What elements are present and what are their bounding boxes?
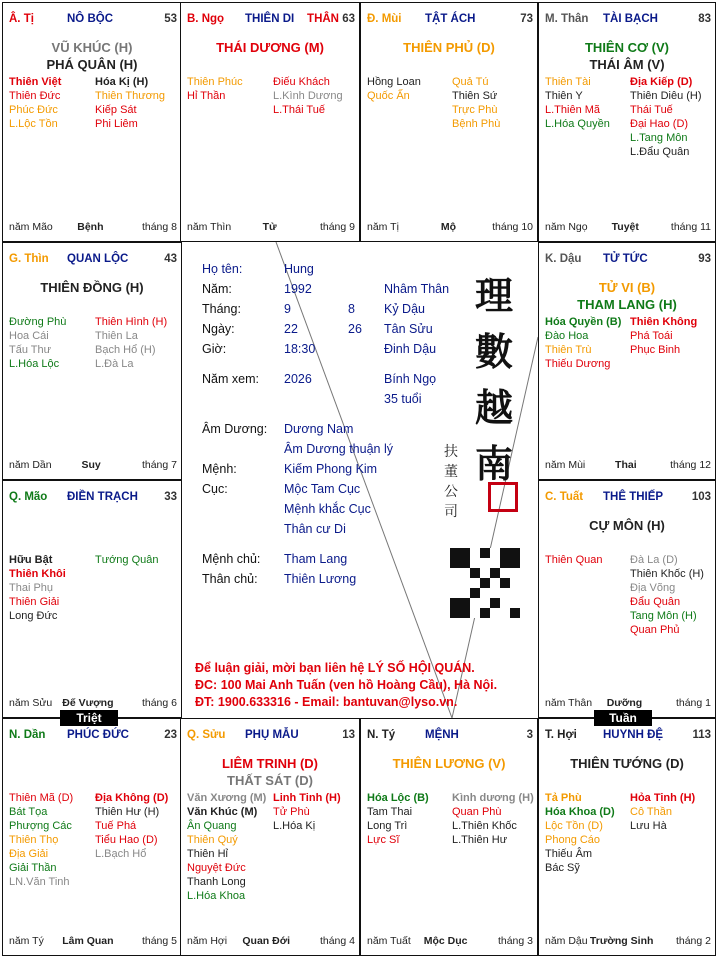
palace-age: 53: [164, 13, 177, 25]
contact-line-3: ĐT: 1900.633316 - Email: bantuvan@lyso.vn.: [195, 695, 458, 709]
minor-star: Hữu Bật: [9, 554, 53, 566]
palace-name: QUAN LỘC: [67, 253, 129, 265]
footer-year: năm Tuất: [367, 935, 411, 947]
minor-star: Địa Võng: [630, 582, 676, 594]
nam-can-chi: Nhâm Thân: [384, 282, 450, 296]
footer-month: tháng 9: [319, 221, 355, 233]
footer-stage: Mộ: [440, 221, 457, 233]
minor-star: Tấu Thư: [9, 344, 52, 356]
minor-star: Thiên Diêu (H): [630, 90, 702, 102]
palace-age: 93: [698, 253, 711, 265]
minor-star: Văn Khúc (M): [187, 806, 258, 818]
minor-star: Đẩu Quân: [630, 596, 681, 608]
palace-header: [545, 13, 711, 27]
minor-star: Thiếu Âm: [545, 848, 593, 860]
palace-name: TẬT ÁCH: [425, 13, 476, 25]
palace-footer: [187, 935, 355, 947]
minor-star: Kình dương (H): [452, 792, 534, 804]
minor-star: Phượng Các: [9, 820, 72, 832]
minor-stars-right: [630, 315, 697, 357]
minor-star: Hóa Kị (H): [95, 76, 149, 88]
footer-year: năm Tý: [9, 935, 44, 947]
footer-stage: Trường Sinh: [589, 935, 654, 947]
main-stars: [539, 39, 715, 73]
minor-stars-left: [545, 75, 610, 131]
main-star: THIÊN CƠ (V): [584, 40, 670, 55]
palace-cell-than: [538, 2, 716, 242]
footer-year: năm Dần: [9, 459, 52, 471]
minor-star: Kiếp Sát: [95, 104, 137, 116]
minor-star: Long Trì: [367, 820, 408, 832]
palace-age: 23: [164, 729, 177, 741]
minor-star: Thiên Không: [630, 316, 698, 328]
minor-star: Thiên Thọ: [9, 834, 59, 846]
minor-stars-right: [95, 553, 159, 567]
minor-stars-right: [452, 75, 500, 131]
main-star: CỰ MÔN (H): [589, 518, 665, 533]
palace-name: THIÊN DI: [245, 13, 295, 25]
minor-stars-right: [95, 315, 167, 371]
minor-star: Thiên Việt: [9, 76, 62, 88]
main-stars: [539, 755, 715, 772]
main-stars: [181, 755, 359, 789]
minor-star: Thiên Phúc: [187, 76, 243, 88]
palace-footer: [545, 459, 711, 471]
cuc-value: Mộc Tam Cục: [284, 482, 361, 496]
minor-stars-left: [9, 315, 66, 371]
minor-star: Hỉ Thần: [187, 90, 226, 102]
nam-label: Năm:: [202, 282, 232, 296]
footer-year: năm Thân: [545, 697, 593, 709]
footer-month: tháng 2: [675, 935, 711, 947]
minor-star: Quan Phù: [452, 806, 502, 818]
minor-star: Đà La (D): [630, 554, 678, 566]
minor-star: Phi Liêm: [95, 118, 138, 130]
main-stars: [539, 517, 715, 534]
footer-year: năm Tị: [367, 221, 399, 233]
palace-footer: [367, 221, 533, 233]
minor-star: L.Hóa Quyền: [545, 118, 610, 130]
footer-month: tháng 4: [319, 935, 355, 947]
minor-star: Thiên Y: [545, 90, 583, 102]
than-chu-value: Thiên Lương: [284, 572, 357, 586]
contact-line-2: ĐC: 100 Mai Anh Tuấn (ven hồ Hoàng Cầu), Hà Nội.: [195, 678, 498, 692]
am-duong-value: Dương Nam: [284, 422, 354, 436]
minor-star: Tuế Phá: [95, 820, 137, 832]
main-stars: [361, 39, 537, 56]
palace-name: PHỤ MẪU: [245, 729, 299, 741]
minor-star: Hoa Cái: [9, 330, 49, 342]
minor-star: Tang Môn (H): [630, 610, 697, 622]
minor-star: Thiên Hỉ: [187, 848, 228, 860]
minor-star: Đào Hoa: [545, 330, 589, 342]
gio-can-chi: Đinh Dậu: [384, 342, 437, 356]
palace-header: [9, 13, 177, 27]
minor-star: Thiên Giải: [9, 596, 60, 608]
minor-star: Thiên Quý: [187, 834, 238, 846]
main-star: THẤT SÁT (D): [227, 773, 313, 788]
ho-ten-value: Hung: [284, 262, 314, 276]
footer-month: tháng 7: [141, 459, 177, 471]
thang-lunar: 8: [348, 302, 355, 316]
minor-stars-left: [9, 75, 61, 131]
am-duong-note: Âm Dương thuận lý: [284, 442, 393, 456]
palace-can-chi: Đ. Mùi: [367, 13, 402, 25]
palace-age: 43: [164, 253, 177, 265]
palace-footer: [9, 935, 177, 947]
footer-stage: Bệnh: [77, 221, 104, 233]
palace-name: THÊ THIẾP: [603, 491, 664, 503]
main-star: THIÊN LƯƠNG (V): [392, 756, 506, 771]
footer-month: tháng 1: [675, 697, 711, 709]
minor-star: L.Thiên Mã: [545, 104, 601, 116]
main-star: THIÊN TƯỚNG (D): [570, 756, 684, 771]
ngay-label: Ngày:: [202, 322, 235, 336]
minor-star: Văn Xương (M): [187, 792, 267, 804]
than-cu: Thân cư Di: [284, 522, 346, 536]
palace-name: TÀI BẠCH: [603, 13, 658, 25]
triet-tag: Triệt: [60, 710, 118, 726]
menh-label: Mệnh:: [202, 462, 237, 476]
palace-cell-dau: [538, 242, 716, 480]
minor-star: Tướng Quân: [95, 554, 159, 566]
footer-stage: Suy: [81, 459, 101, 471]
main-star: THÁI DƯƠNG (M): [216, 40, 324, 55]
main-stars: [3, 39, 181, 73]
palace-footer: [545, 935, 711, 947]
gio-label: Giờ:: [202, 342, 227, 356]
footer-month: tháng 3: [497, 935, 533, 947]
palace-footer: [9, 221, 177, 233]
minor-star: Hóa Khoa (D): [545, 806, 615, 818]
palace-can-chi: M. Thân: [545, 13, 589, 25]
footer-month: tháng 12: [670, 459, 711, 471]
footer-stage: Quan Đới: [242, 935, 291, 947]
palace-name: MỆNH: [425, 729, 459, 741]
minor-star: L.Hóa Khoa: [187, 890, 246, 902]
footer-stage: Tuyệt: [611, 221, 639, 233]
minor-stars-right: [273, 75, 343, 117]
minor-star: Đại Hao (D): [630, 118, 689, 130]
minor-star: Bạch Hổ (H): [95, 344, 156, 356]
minor-star: Quốc Ấn: [367, 90, 410, 102]
minor-star: Lộc Tồn (D): [545, 820, 603, 832]
minor-star: Địa Giải: [9, 848, 49, 860]
red-seal-icon: [488, 482, 518, 512]
palace-age: 13: [342, 729, 355, 741]
main-star: PHÁ QUÂN (H): [46, 57, 138, 72]
main-star: THIÊN PHỦ (D): [403, 40, 495, 55]
minor-star: Thanh Long: [187, 876, 246, 888]
thang-label: Tháng:: [202, 302, 241, 316]
minor-star: L.Hóa Lộc: [9, 358, 60, 370]
main-star: LIÊM TRINH (D): [221, 756, 319, 771]
center-info-panel: [180, 242, 538, 718]
minor-star: Thái Tuế: [630, 104, 673, 116]
thang-can-chi: Kỷ Dậu: [384, 302, 425, 316]
palace-can-chi: N. Tý: [367, 729, 396, 741]
minor-star: L.Thiên Khốc: [452, 820, 517, 832]
minor-stars-left: [187, 75, 243, 103]
minor-stars-right: [95, 75, 165, 131]
calligraphy-logo: 理 數 越 南: [474, 273, 513, 486]
footer-stage: Mộc Dục: [423, 935, 468, 947]
footer-year: năm Mão: [9, 221, 53, 233]
palace-footer: [187, 221, 355, 233]
minor-star: L.Bạch Hổ: [95, 848, 147, 860]
minor-star: Nguyệt Đức: [187, 862, 246, 874]
minor-stars-right: [630, 791, 695, 833]
minor-stars-right: [452, 791, 534, 847]
palace-can-chi: T. Hợi: [545, 729, 577, 741]
palace-header: [187, 729, 355, 743]
minor-stars-left: [367, 791, 429, 847]
minor-star: Phá Toái: [630, 330, 673, 342]
palace-can-chi: C. Tuất: [545, 491, 584, 503]
minor-star: Phúc Đức: [9, 104, 58, 116]
palace-cell-ngo: [180, 2, 360, 242]
minor-star: Thiên Sứ: [452, 90, 498, 102]
cuc-relation: Mệnh khắc Cục: [284, 502, 371, 516]
minor-star: Thiên Hình (H): [95, 316, 168, 328]
than-marker: THÂN: [307, 13, 339, 25]
minor-star: Thiên Thương: [95, 90, 166, 102]
palace-can-chi: Q. Sửu: [187, 729, 226, 741]
palace-header: [9, 729, 177, 743]
minor-star: Thiên Tài: [545, 76, 591, 88]
menh-value: Kiếm Phong Kim: [284, 462, 378, 476]
minor-star: Quan Phủ: [630, 624, 680, 636]
minor-star: Thai Phụ: [9, 582, 54, 594]
minor-star: Tả Phù: [545, 792, 582, 804]
ngay-lunar: 26: [348, 322, 362, 336]
palace-header: [9, 253, 177, 267]
minor-star: Thiên La: [95, 330, 138, 342]
minor-star: L.Kình Dương: [273, 90, 343, 102]
palace-header: [545, 491, 711, 505]
ngay-can-chi: Tân Sửu: [384, 322, 433, 336]
footer-stage: Dưỡng: [606, 697, 643, 709]
footer-year: năm Thìn: [187, 221, 232, 233]
minor-star: Địa Không (D): [95, 792, 169, 804]
palace-header: [545, 729, 711, 743]
minor-star: Tam Thai: [367, 806, 413, 818]
minor-stars-right: [95, 791, 168, 861]
minor-star: Thiên Đức: [9, 90, 61, 102]
tuan-tag: Tuần: [594, 710, 652, 726]
minor-star: Lực Sĩ: [367, 834, 400, 846]
cuc-label: Cục:: [202, 482, 228, 496]
palace-age: 103: [691, 491, 711, 503]
main-stars: [361, 755, 537, 772]
minor-star: Quả Tú: [452, 76, 489, 88]
minor-star: Thiếu Dương: [545, 358, 611, 370]
minor-star: Bệnh Phù: [452, 118, 501, 130]
palace-footer: [545, 221, 711, 233]
main-stars: [539, 279, 715, 313]
minor-stars-left: [367, 75, 421, 103]
nam-xem-label: Năm xem:: [202, 372, 259, 386]
minor-stars-left: [545, 553, 602, 567]
minor-star: L.Thái Tuế: [273, 104, 325, 116]
minor-star: Bát Tọa: [9, 806, 48, 818]
footer-stage: Lâm Quan: [62, 935, 114, 947]
palace-footer: [367, 935, 533, 947]
small-calligraphy: 扶 董 公 司: [444, 444, 458, 520]
palace-footer: [9, 697, 177, 709]
minor-stars-left: [9, 553, 66, 623]
minor-stars-left: [545, 315, 621, 371]
palace-cell-suu: [180, 718, 360, 956]
minor-star: Thiên Mã (D): [9, 792, 74, 804]
minor-star: L.Thiên Hư: [452, 834, 508, 846]
minor-star: L.Đẩu Quân: [630, 146, 690, 158]
ngay-solar: 22: [284, 322, 298, 336]
minor-star: Linh Tinh (H): [273, 792, 341, 804]
minor-star: Ân Quang: [187, 820, 237, 832]
minor-star: Thiên Hư (H): [95, 806, 160, 818]
main-star: VŨ KHÚC (H): [51, 40, 133, 55]
footer-year: năm Ngọ: [545, 221, 588, 233]
footer-year: năm Mùi: [545, 459, 586, 471]
palace-header: [9, 491, 177, 505]
palace-cell-ty2: [360, 718, 538, 956]
tuoi-value: 35 tuổi: [384, 392, 422, 406]
palace-age: 83: [698, 13, 711, 25]
contact-line-1: Để luận giải, mời bạn liên hệ LÝ SỐ HỘI QUÁN.: [195, 661, 475, 675]
palace-can-chi: K. Dậu: [545, 253, 582, 265]
palace-cell-ty: [2, 2, 182, 242]
minor-star: Thiên Trù: [545, 344, 592, 356]
minor-star: Hóa Quyền (B): [545, 316, 622, 328]
footer-month: tháng 5: [141, 935, 177, 947]
palace-name: HUYNH ĐỆ: [603, 729, 664, 741]
am-duong-label: Âm Dương:: [202, 422, 268, 436]
footer-month: tháng 8: [141, 221, 177, 233]
footer-month: tháng 10: [492, 221, 533, 233]
minor-stars-left: [545, 791, 615, 875]
palace-header: [545, 253, 711, 267]
minor-stars-right: [630, 553, 704, 637]
minor-star: Đường Phù: [9, 316, 67, 328]
palace-age: 63: [342, 13, 355, 25]
palace-header: [367, 729, 533, 743]
minor-star: Thiên Quan: [545, 554, 603, 566]
minor-star: Hóa Lộc (B): [367, 792, 429, 804]
minor-star: Hồng Loan: [367, 76, 421, 88]
minor-star: Địa Kiếp (D): [630, 76, 693, 88]
palace-footer: [545, 697, 711, 709]
palace-name: NÔ BỘC: [67, 13, 113, 25]
palace-can-chi: Q. Mão: [9, 491, 48, 503]
minor-star: Điếu Khách: [273, 76, 330, 88]
palace-cell-thin: [2, 242, 182, 480]
qr-code-icon: [450, 548, 520, 618]
minor-stars-right: [630, 75, 702, 159]
palace-age: 3: [526, 729, 533, 741]
main-star: THAM LANG (H): [577, 297, 677, 312]
thang-solar: 9: [284, 302, 291, 316]
palace-age: 33: [164, 491, 177, 503]
minor-star: Bác Sỹ: [545, 862, 580, 874]
palace-cell-mao: [2, 480, 182, 718]
palace-name: PHÚC ĐỨC: [67, 729, 129, 741]
footer-year: năm Dậu: [545, 935, 588, 947]
minor-star: L.Hóa Kị: [273, 820, 316, 832]
palace-header: [367, 13, 533, 27]
minor-star: L.Lộc Tồn: [9, 118, 58, 130]
palace-name: TỬ TỨC: [603, 253, 648, 265]
main-stars: [3, 279, 181, 296]
footer-stage: Đế Vượng: [62, 697, 114, 709]
minor-star: L.Đà La: [95, 358, 134, 370]
main-star: THIÊN ĐỒNG (H): [40, 280, 144, 295]
main-stars: [181, 39, 359, 56]
palace-age: 113: [692, 729, 711, 741]
minor-star: Hỏa Tinh (H): [630, 792, 696, 804]
menh-chu-label: Mệnh chủ:: [202, 552, 261, 566]
minor-star: Lưu Hà: [630, 820, 667, 832]
footer-month: tháng 11: [670, 221, 711, 233]
gio-value: 18:30: [284, 342, 316, 356]
minor-star: Giải Thần: [9, 862, 57, 874]
palace-footer: [9, 459, 177, 471]
minor-star: Phong Cáo: [545, 834, 601, 846]
minor-star: Tử Phù: [273, 806, 310, 818]
main-star: THÁI ÂM (V): [589, 57, 665, 72]
minor-star: Tiểu Hao (D): [95, 834, 158, 846]
minor-stars-left: [9, 791, 73, 889]
main-star: TỬ VI (B): [598, 280, 656, 295]
footer-year: năm Hợi: [187, 935, 228, 947]
palace-can-chi: Â. Tị: [9, 13, 34, 25]
minor-star: Thiên Khốc (H): [630, 568, 704, 580]
palace-cell-mui: [360, 2, 538, 242]
minor-star: Cô Thần: [630, 806, 672, 818]
palace-name: ĐIỀN TRẠCH: [67, 491, 138, 503]
footer-stage: Thai: [615, 459, 637, 471]
minor-star: Thiên Khôi: [9, 568, 66, 580]
than-chu-label: Thân chủ:: [202, 572, 258, 586]
minor-stars-right: [273, 791, 341, 833]
palace-can-chi: N. Dần: [9, 729, 46, 741]
nam-xem-value: 2026: [284, 372, 312, 386]
palace-cell-hoi: [538, 718, 716, 956]
ho-ten-label: Họ tên:: [202, 262, 243, 276]
palace-cell-dan: [2, 718, 182, 956]
footer-year: năm Sửu: [9, 697, 53, 709]
footer-month: tháng 6: [141, 697, 177, 709]
palace-age: 73: [520, 13, 533, 25]
minor-star: L.Tang Môn: [630, 132, 688, 144]
footer-stage: Tử: [262, 221, 277, 233]
minor-stars-left: [187, 791, 266, 903]
palace-cell-tuat: [538, 480, 716, 718]
minor-star: LN.Văn Tinh: [9, 876, 70, 888]
minor-star: Trực Phù: [452, 104, 498, 116]
palace-can-chi: G. Thìn: [9, 253, 49, 265]
minor-star: Long Đức: [9, 610, 58, 622]
menh-chu-value: Tham Lang: [284, 552, 348, 566]
nam-xem-can-chi: Bính Ngọ: [384, 372, 437, 386]
minor-star: Phục Binh: [630, 344, 681, 356]
palace-can-chi: B. Ngọ: [187, 13, 225, 25]
nam-value: 1992: [284, 282, 312, 296]
palace-header: [187, 13, 355, 27]
